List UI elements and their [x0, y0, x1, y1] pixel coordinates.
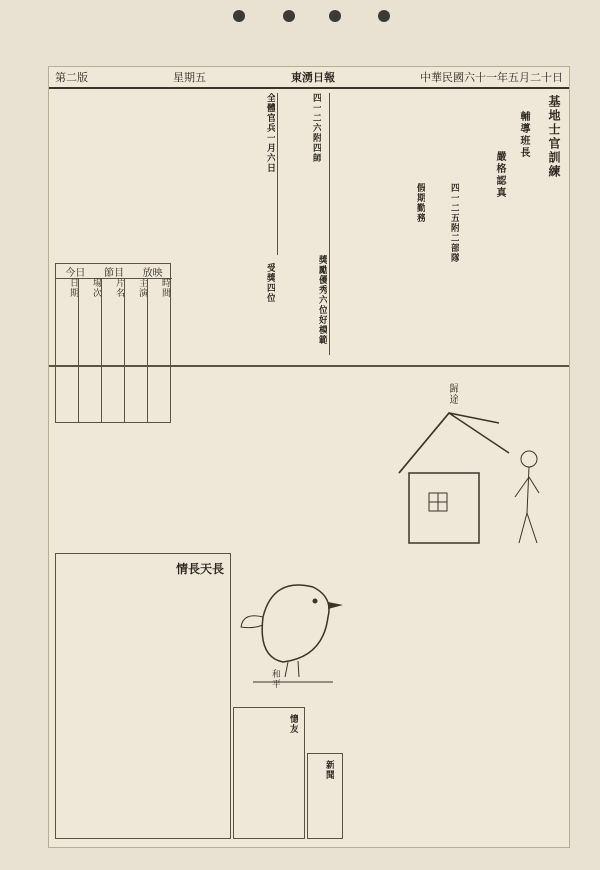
- program-grid: [56, 278, 170, 422]
- program-item-1: 日期: [68, 278, 78, 298]
- article-5-title: 獎勵優秀六位好模範: [317, 255, 327, 345]
- punch-hole-4: [378, 10, 390, 22]
- program-item-2: 場次: [78, 278, 101, 422]
- article-2: [277, 93, 327, 255]
- bird-caption: 和平: [270, 669, 280, 689]
- program-box: [55, 263, 171, 423]
- program-item-3: 片名: [101, 278, 124, 422]
- weekday: 星期五: [173, 71, 206, 84]
- headline-sub2: 嚴格認真: [494, 151, 505, 199]
- article-3: [329, 93, 465, 355]
- program-header-3: 放映: [142, 267, 163, 279]
- punch-hole-3: [329, 10, 341, 22]
- headline-sub1: 輔導班長: [518, 111, 529, 159]
- news-box-title: 新聞: [324, 760, 334, 780]
- article-1: [55, 93, 275, 255]
- page-number: 第二版: [55, 71, 88, 84]
- poem-box: [55, 553, 231, 839]
- essay-box: [233, 707, 305, 839]
- house-drawing: [389, 373, 559, 563]
- program-header: [56, 264, 172, 279]
- paper-name: 東湧日報: [291, 71, 335, 84]
- program-item-5: 時間: [147, 278, 170, 422]
- program-header-1: 今日: [65, 267, 86, 279]
- news-box: [307, 753, 343, 839]
- lower-right-article: [347, 573, 563, 839]
- article-6: [179, 263, 275, 423]
- program-header-2: 節目: [103, 267, 124, 279]
- newspaper-page: [48, 66, 570, 848]
- masthead: [49, 67, 569, 89]
- headline-block: [469, 91, 567, 361]
- bird-drawing: [233, 557, 353, 697]
- program-item-4: 主演: [124, 278, 147, 422]
- article-5: [279, 255, 327, 355]
- article-6-title: 受獎四位: [265, 263, 275, 303]
- house-illustration: [389, 373, 559, 563]
- bird-illustration: [233, 557, 353, 697]
- punch-hole-2: [283, 10, 295, 22]
- house-caption: 歸途: [447, 383, 458, 405]
- issue-date: 中華民國六十一年五月二十日: [420, 71, 563, 84]
- article-1-title: 全體官兵一月六日: [265, 93, 275, 173]
- article-3-title: 四一二五附二部隊: [449, 183, 459, 263]
- essay-title: 憶友: [288, 714, 298, 734]
- article-4-title: 假期勤務: [415, 183, 425, 223]
- punch-hole-1: [233, 10, 245, 22]
- section-divider: [49, 365, 569, 367]
- poem-title: 情長天長: [175, 562, 224, 576]
- article-2-title: 四一二六附四師: [311, 93, 321, 163]
- headline-title: 基地士官訓練: [547, 95, 561, 179]
